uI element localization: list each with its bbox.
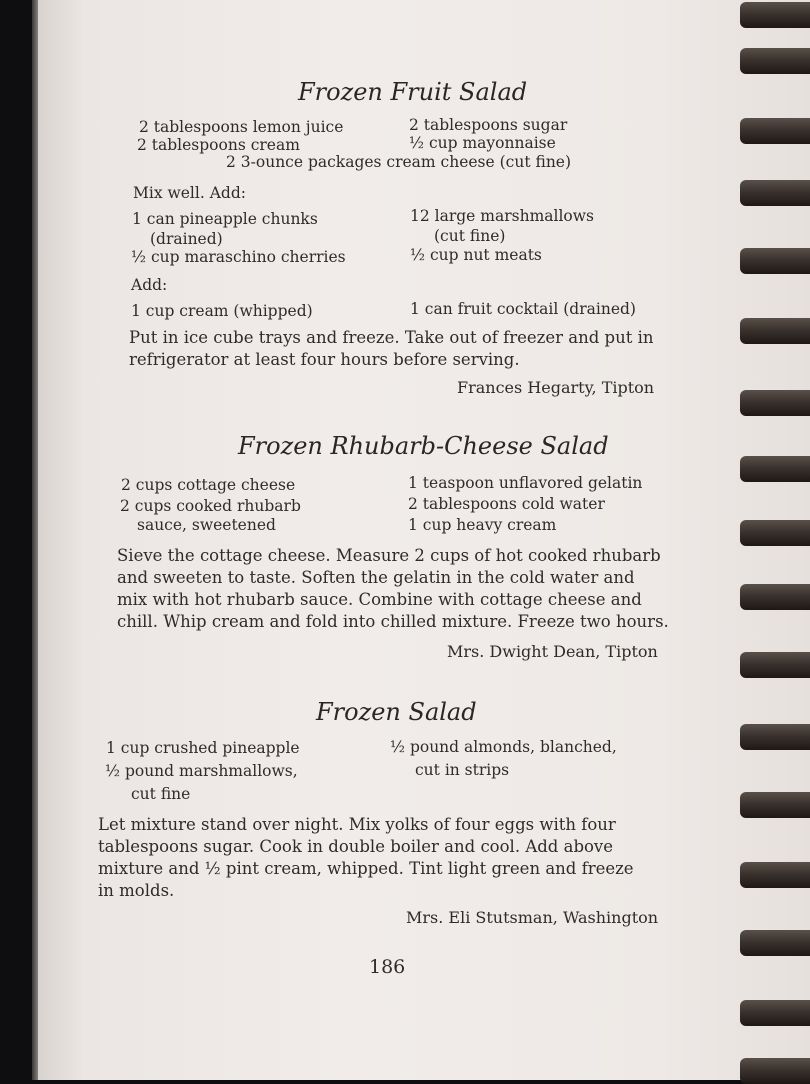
page-number: 186 <box>369 956 406 978</box>
ingredient: cut fine <box>131 785 191 803</box>
ingredient: ½ cup nut meats <box>410 246 542 264</box>
ingredient: ½ pound almonds, blanched, <box>390 738 617 756</box>
ingredient: sauce, sweetened <box>137 516 276 534</box>
ingredient: 2 cups cottage cheese <box>121 476 296 494</box>
recipe-directions: Put in ice cube trays and freeze. Take out of freezer and put in refrigerator at least four hours before serving. <box>129 328 654 369</box>
recipe-signature: Frances Hegarty, Tipton <box>457 378 655 397</box>
ingredient: 1 teaspoon unflavored gelatin <box>408 474 643 492</box>
step-text: Add: <box>131 276 168 294</box>
ingredient: 2 tablespoons sugar <box>409 116 568 134</box>
ingredient: 12 large marshmallows <box>410 207 594 225</box>
recipe-title: Frozen Rhubarb-Cheese Salad <box>238 432 609 460</box>
recipe-title: Frozen Fruit Salad <box>298 78 528 106</box>
ingredient: 2 cups cooked rhubarb <box>120 497 301 515</box>
ingredient: 1 cup cream (whipped) <box>131 302 313 320</box>
ingredient: ½ pound marshmallows, <box>105 762 298 780</box>
recipe-directions: Sieve the cottage cheese. Measure 2 cups of hot cooked rhubarb and sweeten to taste. Soften the gelatin in the cold water and mix with hot rhubarb sauce. Combine with cottage cheese and chill. Whip cream and fold into chilled mixture. Freeze two hours. <box>117 546 669 631</box>
recipe-signature: Mrs. Eli Stutsman, Washington <box>406 908 659 927</box>
ingredient: (drained) <box>150 230 223 248</box>
ingredient: 2 tablespoons lemon juice <box>139 118 344 136</box>
ingredient: ½ cup mayonnaise <box>409 134 556 152</box>
ingredient: ½ cup maraschino cherries <box>131 248 346 266</box>
recipe-title: Frozen Salad <box>316 698 477 726</box>
step-text: Mix well. Add: <box>133 184 246 202</box>
ingredient: cut in strips <box>415 761 510 779</box>
recipe-signature: Mrs. Dwight Dean, Tipton <box>447 642 658 661</box>
ingredient: 1 can pineapple chunks <box>132 210 318 228</box>
ingredient: (cut fine) <box>434 227 506 245</box>
ingredient: 1 cup crushed pineapple <box>106 739 300 757</box>
ingredient: 2 tablespoons cream <box>137 136 300 154</box>
ingredient: 2 tablespoons cold water <box>408 495 605 513</box>
recipe-directions: Let mixture stand over night. Mix yolks of four eggs with four tablespoons sugar. Cook in double boiler and cool. Add above mixture and ½ pint cream, whipped. Tint light green and freeze in molds. <box>98 815 634 900</box>
ingredient: 1 cup heavy cream <box>408 516 557 534</box>
ingredient: 1 can fruit cocktail (drained) <box>410 300 636 318</box>
ingredient: 2 3-ounce packages cream cheese (cut fine) <box>226 153 572 171</box>
